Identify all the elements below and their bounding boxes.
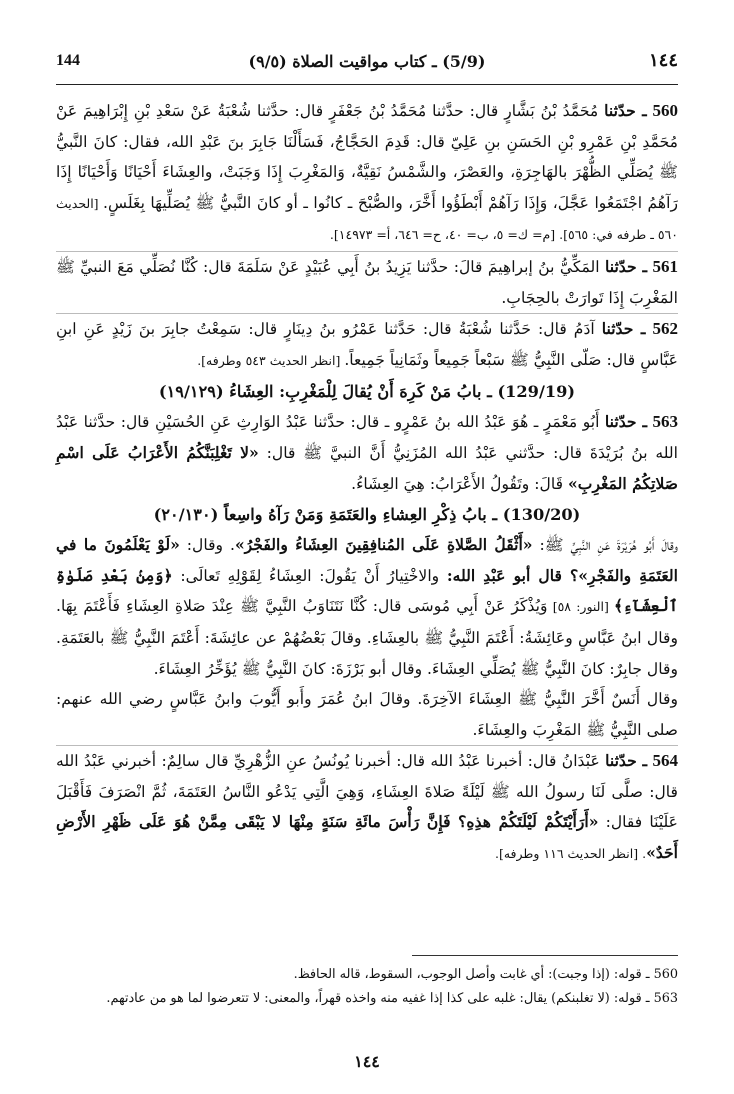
chapter-title-129: (129/19) ـ بابُ مَنْ كَرِهَ أَنْ يُقالَ لِلْمَغْرِبِ: العِشَاءُ (١٩/١٢٩) bbox=[158, 382, 576, 402]
hadith-562 bbox=[56, 313, 678, 376]
hadith-text: عَبْدَانُ قال: أخبرنا عَبْدُ الله قال: أخبرنا يُونُسُ عنِ الزُّهْرِيِّ قال سالِمٌ: أخبرني عَبْدُ الله قال: صلَّى لَنَا رسولُ الله ﷺ لَيْلَةً صَلاةَ العِشَاءِ، وَهِيَ الَّتِي يَدْعُو النَّاسُ العَتَمَةَ، ثُمَّ انْصَرَفَ فَأَقْبَلَ عَلَيْنَا فقال: bbox=[56, 752, 678, 832]
hadith-number: 560 bbox=[652, 101, 678, 120]
hadith-564 bbox=[56, 745, 678, 869]
chapter-130-text-2: وقال أَنَسٌ أَخَّرَ النَّبِيُّ ﷺ العِشَاءَ الآخِرَةَ. وقالَ ابنُ عُمَرَ وأَبو أَيُّوبَ وابنُ عَبَّاسٍ رضي الله عنهم: صلى النَّبِيُّ ﷺ المَغْرِبَ والعِشَاءَ. bbox=[56, 690, 678, 739]
footnote-563: 563 ـ قوله: (لا تغلبنكم) يقال: غلبه على كذا إذا غفيه منه واخذه قهراً، والمعنى: لا تتعرضوا لما هو من عادتهم. bbox=[106, 991, 678, 1006]
hadith-text: مُحَمَّدُ بْنُ بَشَّارٍ قال: حدَّثنا مُحَمَّدُ بْنُ جَعْفَرٍ قال: حدَّثنا شُعْبَةُ عَنْ سَعْدِ بْنِ إِبْرَاهِيمَ عَنْ مُحَمَّدِ بْنِ عَمْرِو بْنِ الحَسَنِ بنِ عَلِيّ قال: قَدِمَ الحَجَّاجُ، فَسَأَلْنَا جَابِرَ بنَ عَبْدِ الله، فقال: كانَ النَّبيُّ ﷺ يُصَلِّي الظُّهْرَ بالهَاجِرَةِ، والعَصْرَ، والشَّمْسُ نَقِيَّةٌ، وَالمَغْرِبَ إِذَا وَجَبَتْ، والعِشَاءَ أَحْيَانًا وَأَحْيَانًا إِذَا رَآهُمُ اجْتَمَعُوا عَجَّلَ، وَإِذَا رَآهُمْ أَبْطَؤُوا أَخَّرَ، والصُّبْحَ ـ كانُوا ـ أو كانَ النَّبيُّ ﷺ يُصَلِّيهَا بِغَلَسٍ. bbox=[56, 102, 679, 212]
page-number-latin: 144 bbox=[56, 52, 80, 69]
quran-reference: [النور: ٥٨] bbox=[547, 599, 615, 615]
hadith-560 bbox=[56, 96, 678, 251]
running-title: (5/9) ـ كتاب مواقيت الصلاة (٩/٥) bbox=[248, 52, 486, 71]
hadith-keyword: ـ حدّثنا bbox=[605, 256, 648, 276]
quran-quote: ﴿وَمِنۢ بَعْدِ صَلَوٰةِ ٱلْعِشَآءِ﴾ bbox=[56, 565, 678, 616]
main-text bbox=[56, 96, 678, 870]
chapter-title-130: (130/20) ـ بابُ ذِكْرِ العِشاءِ والعَتَمَةِ وَمَنْ رَآهُ واسِعاً (٢٠/١٣٠) bbox=[153, 505, 581, 525]
hadith-number: 561 bbox=[652, 256, 678, 276]
hadith-number: 562 bbox=[652, 319, 678, 339]
hadith-number: 564 bbox=[652, 751, 678, 771]
text-segment: والاخْتِيارُ أَنْ يَقُولَ: العِشَاءُ لِقَوْلِهِ تَعالَى: bbox=[172, 566, 447, 585]
hadith-note: . [انظر الحديث ١١٦ وطرفه]. bbox=[495, 846, 647, 862]
hadith-561 bbox=[56, 251, 678, 313]
hadith-563 bbox=[56, 407, 678, 499]
hadith-note: [الحديث ٥٦٠ ـ طرفه في: ٥٦٥]. [م= ك= ٥، ب= ٤٠، ح= ٦٤٦، أ= ١٤٩٧٣]. bbox=[56, 195, 678, 243]
footnote-560: 560 ـ قوله: (إذا وجبت): أي غابت وأصل الوجوب، السقوط، قاله الحافظ. bbox=[293, 967, 678, 982]
hadith-keyword: ـ حدّثنا bbox=[604, 101, 647, 120]
page-number-arabic: ١٤٤ bbox=[648, 50, 678, 71]
hadith-text: أَبُو مَعْمَرٍ ـ هُوَ عَبْدُ الله بنُ عَمْرٍو ـ قال: حدَّثنا عَبْدُ الوَارِثِ عَنِ الحُسَيْنِ قال: حدَّثنا عَبْدُ الله بنُ بُرَيْدَةَ قال: حدَّثني عَبْدُ الله المُزَنِيُّ أَنَّ النبيَّ ﷺ قال: bbox=[56, 413, 678, 462]
page-header bbox=[56, 44, 678, 85]
hadith-text-tail: قَالَ: وتَقُولُ الأَعْرَابُ: هِيَ العِشَاءُ. bbox=[351, 474, 569, 493]
chapter-130-text bbox=[56, 530, 678, 684]
hadith-text: المَكِّيُّ بنُ إبراهِيمَ قالَ: حدَّثنا يَزِيدُ بنُ أَبِي عُبَيْدٍ عَنْ سَلَمَةَ قال: كُنَّا نُصَلِّي مَعَ النبيِّ ﷺ المَغْرِبَ إِذَا تَوارَتْ بالحِجَابِ. bbox=[56, 257, 678, 307]
hadith-number: 563 bbox=[652, 412, 678, 432]
hadith-keyword: ـ حدّثنا bbox=[605, 751, 648, 771]
hadith-keyword: ـ حدّثنا bbox=[604, 412, 648, 432]
hadith-note: [انظر الحديث ٥٤٣ وطرفه]. bbox=[197, 352, 345, 368]
hadith-quote: «لا تَغْلِبَنَّكُمُ الأَعْرَابُ عَلَى اسْمِ صَلاتِكُمُ المَغْرِبِ» bbox=[56, 442, 678, 493]
quote-segment: «أَثْقَلُ الصَّلاةِ عَلَى المُنافِقِينَ العِشَاءُ والفَجْرُ» bbox=[234, 535, 533, 555]
hadith-text: آدَمُ قال: حَدَّثنا شُعْبَةُ قال: حَدَّثنا عَمْرُو بنُ دِينَارٍ قال: سَمِعْتُ جابِرَ بنَ زَيْدٍ عَنِ ابنِ عَبَّاسٍ قال: صَلّى النَّبِيُّ ﷺ سَبْعاً جَمِيعاً وثَمَانِياً جَمِيعاً. bbox=[56, 320, 678, 369]
page-folio: ١٤٤ bbox=[354, 1052, 380, 1071]
quote-segment: «لَوْ يَعْلَمُونَ ما في العَتَمَةِ والفَجْرِ»؟ قال أبو عَبْدِ الله: bbox=[56, 535, 678, 585]
text-segment: . وقال: bbox=[179, 536, 235, 555]
hadith-keyword: ـ حدّثنا bbox=[601, 319, 646, 339]
text-segment: وَيُذْكَرُ عَنْ أَبِي مُوسَى قال: كُنَّا نَتَنَاوَبُ النَّبِيَّ ﷺ عِنْدَ صَلاةِ العِشَاءِ فَأَعْتَمَ بِهَا. وقال ابنُ عَبَّاسٍ وعَائِشَةُ: أَعْتَمَ النَّبِيُّ ﷺ بالعِشَاءِ. وقالَ بَعْضُهُمْ عن عائِشَةَ: أَعْتَمَ النَّبِيُّ ﷺ بالعَتَمَةِ. وقال جابِرٌ: كانَ النَّبِيُّ ﷺ يُصَلِّي العِشَاءَ. وقال أبو بَرْزَةَ: كانَ النَّبِيُّ ﷺ يُؤَخِّرُ العِشَاءَ. bbox=[56, 597, 678, 678]
text-segment: وقالَ أَبُو هُرَيْرَةَ عَنِ النَّبِيِّ ﷺ: bbox=[532, 536, 678, 555]
footnote-rule bbox=[412, 955, 678, 956]
hadith-quote: «أَرَأَيْتَكُمْ لَيْلَتَكُمْ هذِهِ؟ فَإِنَّ رَأْسَ مائَةِ سَنَةٍ مِنْهَا لا يَبْقَى مِمَّنْ هُوَ عَلَى ظَهْرِ الأَرْضِ أَحَدٌ» bbox=[56, 812, 678, 863]
